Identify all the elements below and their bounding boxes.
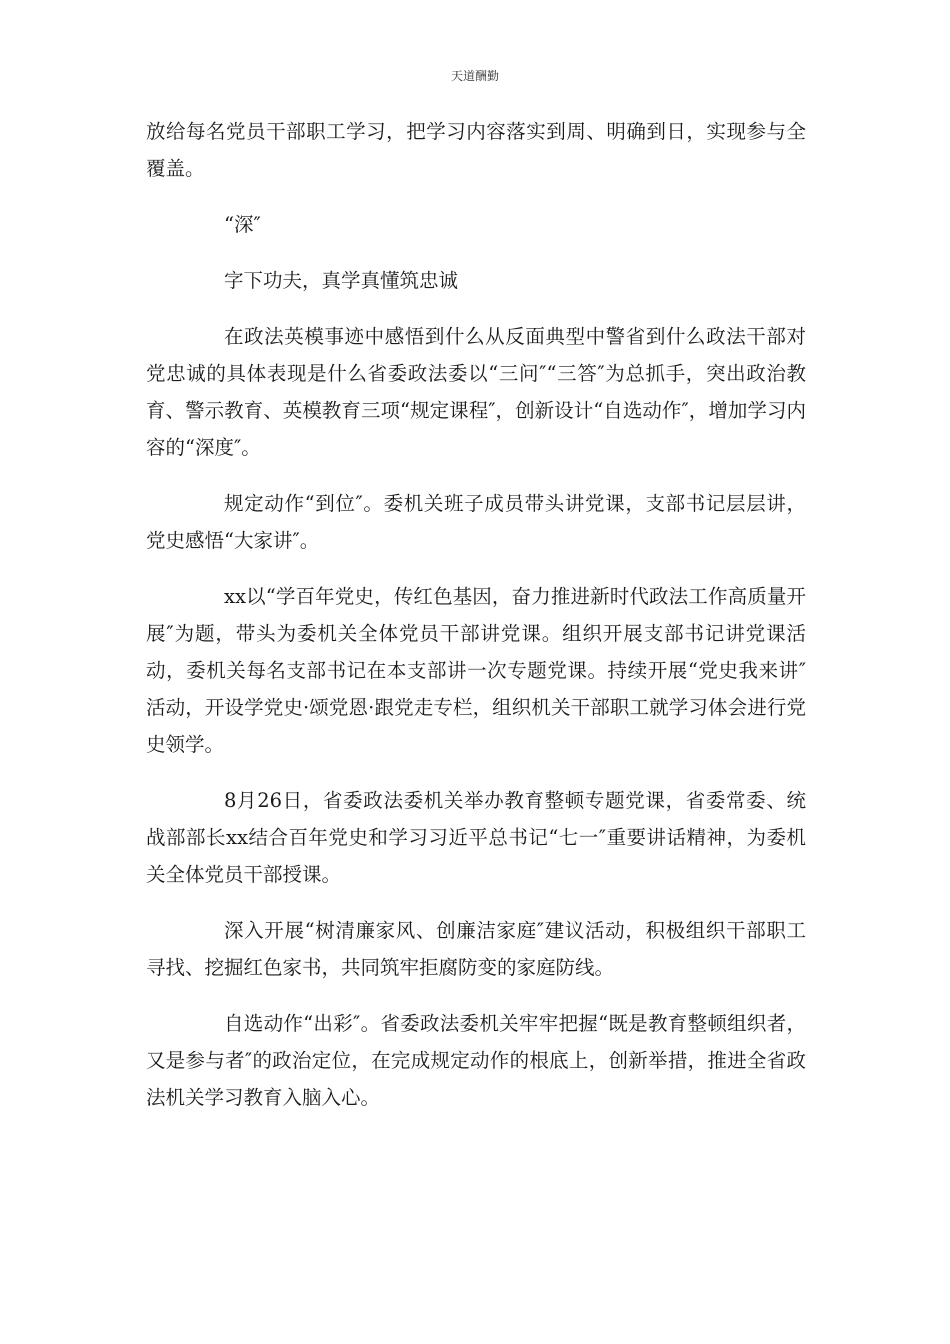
paragraph-6: xx以“学百年党史，传红色基因，奋力推进新时代政法工作高质量开展″为题，带头为委机关全体党员干部讲党课。组织开展支部书记讲党课活动，委机关每名支部书记在本支部讲一次专题党课。持续开展“党史我来讲″活动，开设学党史·颂党恩·跟党走专栏，组织机关干部职工就学习体会进行党史领学。: [146, 585, 806, 756]
paragraph-3: 字下功夫，真学真懂筑忠诚: [224, 269, 459, 292]
paragraph-9: 自选动作“出彩″。省委政法委机关牢牢把握“既是教育整顿组织者，又是参与者″的政治定位，在完成规定动作的根底上，创新举措，推进全省政法机关学习教育入脑入心。: [146, 1012, 806, 1109]
document-body: [146, 113, 806, 1135]
paragraph-8: 深入开展“树清廉家风、创廉洁家庭″建议活动，积极组织干部职工寻找、挖掘红色家书，共同筑牢拒腐防变的家庭防线。: [146, 919, 806, 979]
paragraph-1: 放给每名党员干部职工学习，把学习内容落实到周、明确到日，实现参与全覆盖。: [146, 120, 806, 180]
paragraph-2: “深″: [224, 213, 261, 236]
paragraph-5: 规定动作“到位″。委机关班子成员带头讲党课，支部书记层层讲，党史感悟“大家讲″。: [146, 492, 806, 552]
paragraph-7: 8月26日，省委政法委机关举办教育整顿专题党课，省委常委、统战部部长xx结合百年党史和学习习近平总书记“七一″重要讲话精神，为委机关全体党员干部授课。: [146, 789, 806, 886]
paragraph-4: 在政法英模事迹中感悟到什么从反面典型中警省到什么政法干部对党忠诚的具体表现是什么省委政法委以“三问″“三答″为总抓手，突出政治教育、警示教育、英模教育三项“规定课程″，创新设计“自选动作″，增加学习内容的“深度″。: [146, 325, 806, 459]
page-header: 天道酬勤: [450, 69, 499, 83]
